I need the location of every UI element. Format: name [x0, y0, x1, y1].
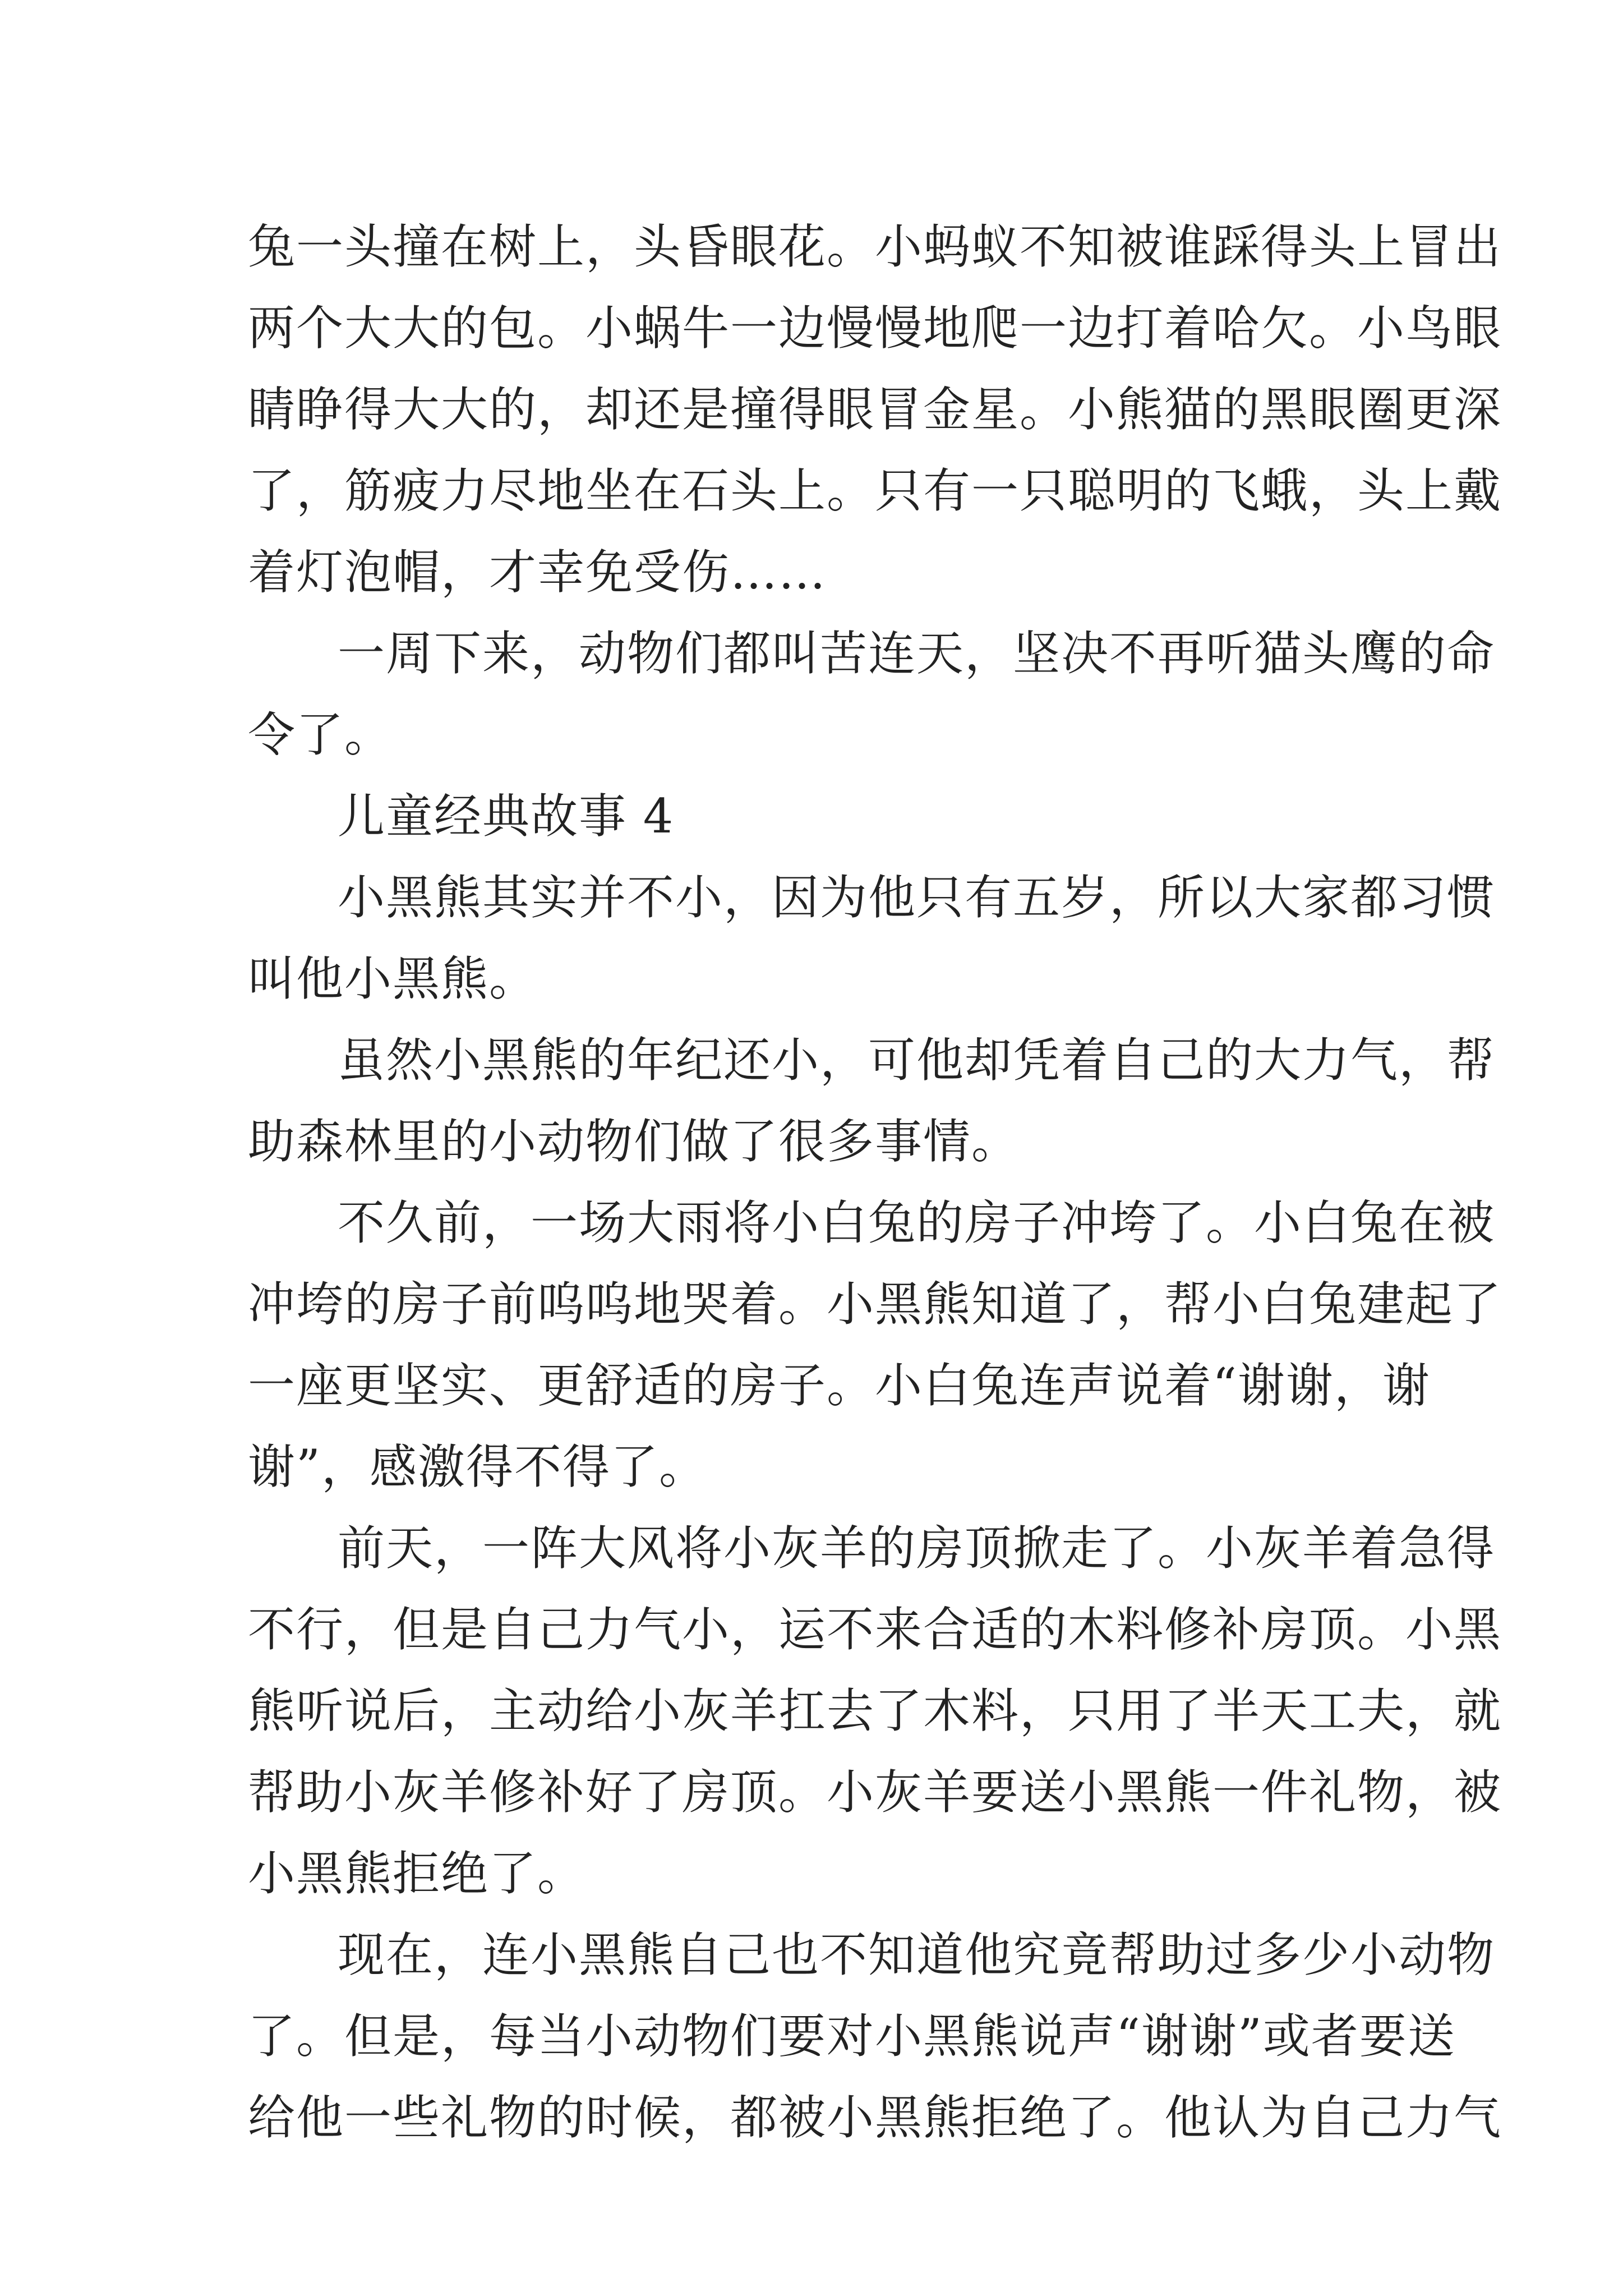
- text-line: 不行，但是自己力气小，运不来合适的木料修补房顶。小黑: [248, 1602, 1502, 1657]
- paragraph-first-line: 现在，连小黑熊自己也不知道他究竟帮助过多少小动物: [338, 1927, 1496, 1982]
- paragraph-first-line: 前天，一阵大风将小灰羊的房顶掀走了。小灰羊着急得: [338, 1521, 1496, 1576]
- paragraph-first-line: 一周下来，动物们都叫苦连天，坚决不再听猫头鹰的命: [338, 626, 1496, 681]
- text-line: 睛睁得大大的，却还是撞得眼冒金星。小熊猫的黑眼圈更深: [248, 382, 1502, 437]
- paragraph-first-line: 虽然小黑熊的年纪还小，可他却凭着自己的大力气，帮: [338, 1033, 1496, 1088]
- text-line: 叫他小黑熊。: [248, 951, 538, 1006]
- text-line: 兔一头撞在树上，头昏眼花。小蚂蚁不知被谁踩得头上冒出: [248, 219, 1502, 274]
- text-line: 两个大大的包。小蜗牛一边慢慢地爬一边打着哈欠。小鸟眼: [248, 301, 1502, 356]
- paragraph-first-line: 不久前，一场大雨将小白兔的房子冲垮了。小白兔在被: [338, 1195, 1496, 1250]
- text-line: 了。但是，每当小动物们要对小黑熊说声“谢谢”或者要送: [248, 2009, 1456, 2064]
- text-line: 给他一些礼物的时候，都被小黑熊拒绝了。他认为自己力气: [248, 2090, 1502, 2145]
- text-line: 着灯泡帽，才幸免受伤……: [248, 545, 827, 600]
- text-line: 帮助小灰羊修补好了房顶。小灰羊要送小黑熊一件礼物，被: [248, 1765, 1502, 1820]
- section-heading: 儿童经典故事 4: [338, 789, 675, 844]
- text-line: 了，筋疲力尽地坐在石头上。只有一只聪明的飞蛾，头上戴: [248, 463, 1502, 518]
- text-line: 一座更坚实、更舒适的房子。小白兔连声说着“谢谢，谢: [248, 1358, 1431, 1413]
- paragraph-first-line: 小黑熊其实并不小，因为他只有五岁，所以大家都习惯: [338, 870, 1496, 925]
- text-line: 令了。: [248, 707, 393, 762]
- document-body: [248, 206, 1502, 2159]
- text-line: 谢”，感激得不得了。: [248, 1439, 707, 1494]
- text-line: 小黑熊拒绝了。: [248, 1846, 586, 1901]
- text-line: 冲垮的房子前呜呜地哭着。小黑熊知道了，帮小白兔建起了: [248, 1277, 1502, 1332]
- text-line: 助森林里的小动物们做了很多事情。: [248, 1114, 1020, 1169]
- text-line: 熊听说后，主动给小灰羊扛去了木料，只用了半天工夫，就: [248, 1683, 1502, 1738]
